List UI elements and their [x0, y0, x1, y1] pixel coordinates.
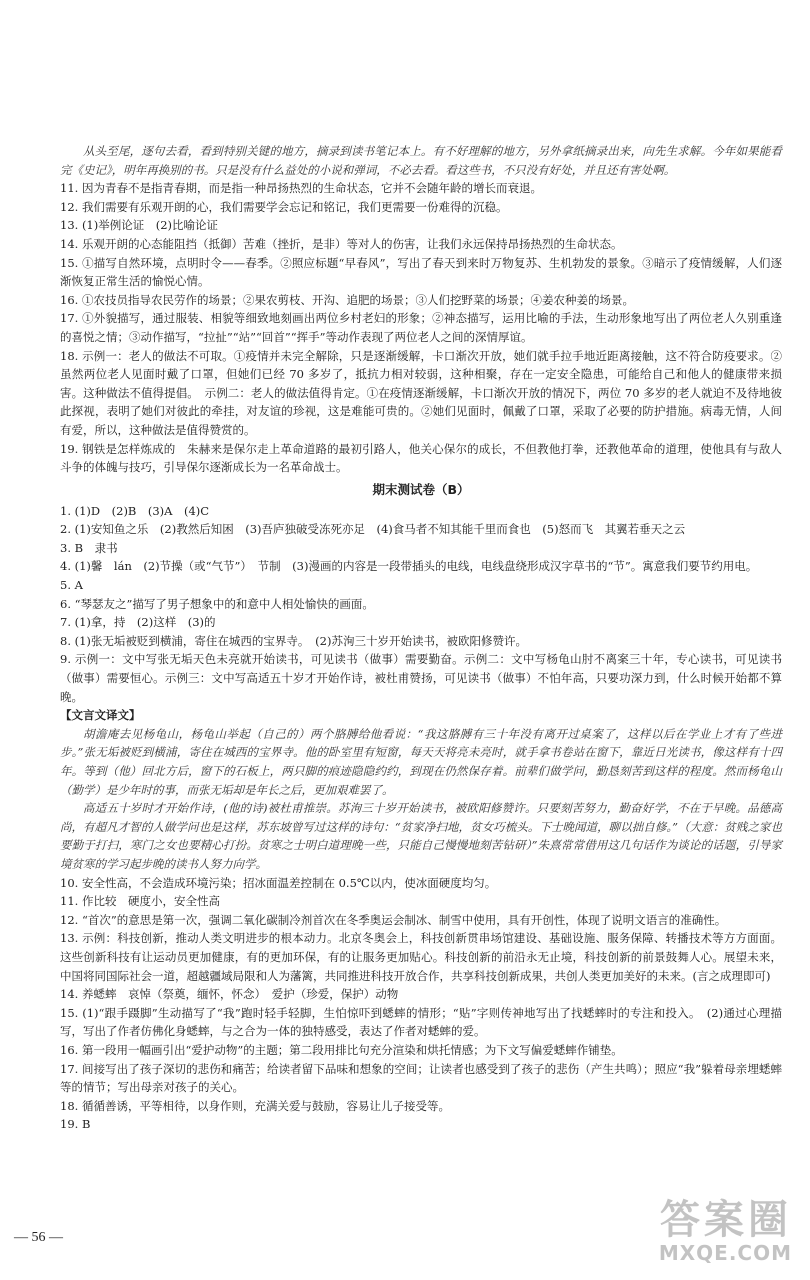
answer-b-19: 19. B	[60, 1117, 91, 1132]
answer-b-4: 4. (1)馨 lán (2)节操（或“气节”） 节制 (3)漫画的内容是一段带插头的电线，电线盘绕形成汉字草书的“节”。寓意我们要节约用电。	[60, 559, 758, 574]
answer-b-15: 15. (1)“跟手蹑脚”生动描写了“我”跑时轻手轻脚，生怕惊吓到蟋蟀的情形；“贴”字则传神地写出了找蟋蟀时的专注和投入。 (2)通过心理描写，写出了作者仿佛化身蟋蟀，与之合为一体的独特感受，表达了作者对蟋蟀的爱。	[60, 1005, 782, 1039]
answer-11: 11. 因为青春不是指青春期，而是指一种昂扬热烈的生命状态，它并不会随年龄的增长而衰退。	[60, 181, 542, 196]
watermark-mark: 答案圈	[660, 1197, 792, 1243]
answer-12: 12. 我们需要有乐观开朗的心，我们需要学会忘记和铭记，我们更需要一份难得的沉稳。	[60, 199, 508, 214]
watermark-url: MXQE.COM	[658, 1241, 792, 1265]
answer-b-12: 12. “首次”的意思是第一次，强调二氧化碳制冷剂首次在冬季奥运会制冰、制雪中使用，具有开创性，体现了说明文语言的准确性。	[60, 912, 727, 927]
answer-b-5: 5. A	[60, 578, 83, 593]
answer-18: 18. 示例一：老人的做法不可取。①疫情并未完全解除，只是逐渐缓解，卡口渐次开放，她们就手拉手地近距离接触，这不符合防疫要求。②虽然两位老人见面时戴了口罩，但她们已经 70 多岁了，抵抗力相对较弱，这种相聚，存在一定安全隐患，可能给自己和他人的健康带来损害。这种做法不值得提倡。 示例二：老人的做法值得肯定。①在疫情逐渐缓解，卡口渐次开放的情况下，两位 70 多岁的老人就迫不及待地彼此探视，表明了她们对彼此的牵挂，对友谊的珍视，这是难能可贵的。②她们见面时，佩戴了口罩，采取了必要的防护措施。病毒无情，人间有爱，所以，这种做法是值得赞赏的。	[60, 348, 782, 437]
watermark-logo	[642, 1198, 792, 1266]
top-answers	[60, 142, 782, 477]
answer-b-16: 16. 第一段用一幅画引出“爱护动物”的主题；第二段用排比句充分渲染和烘托情感；为下文写偏爱蟋蟀作铺垫。	[60, 1042, 623, 1057]
answer-b-2: 2. (1)安知鱼之乐 (2)教然后知困 (3)吾庐独破受冻死亦足 (4)食马者不知其能千里而食也 (5)怒而飞 其翼若垂天之云	[60, 522, 686, 537]
answer-b-3: 3. B 隶书	[60, 540, 118, 555]
answer-b-18: 18. 循循善诱，平等相待，以身作则，充满关爱与鼓励，容易让儿子接受等。	[60, 1098, 450, 1113]
answer-16: 16. ①农技员指导农民劳作的场景；②果农剪枝、开沟、追肥的场景；③人们挖野菜的场景；④姜农种姜的场景。	[60, 292, 634, 307]
answer-page	[60, 142, 782, 1134]
answer-15: 15. ①描写自然环境，点明时令——春季。②照应标题“早春风”，写出了春天到来时万物复苏、生机勃发的景象。③暗示了疫情缓解，人们逐渐恢复正常生活的愉悦心情。	[60, 255, 782, 289]
translation-heading: 【文言文译文】	[60, 708, 141, 723]
answer-b-1: 1. (1)D (2)B (3)A (4)C	[60, 503, 210, 518]
translation-paragraph: 胡澹庵去见杨龟山，杨龟山举起（自己的）两个胳膊给他看说：“我这胳膊有三十年没有离开过桌案了，这样以后在学业上才有了些进步。”张无垢被贬到横浦，寄住在城西的宝界寺。他的卧室里有短窗，每天天将亮未亮时，就手拿书卷站在窗下，靠近日光读书，像这样有十四年。等到（他）回北方后，窗下的石板上，两只脚的痕迹隐隐约约，到现在仍然保存着。前辈们做学问，勤恳刻苦到这样的程度。然而杨龟山（勤学）是少年时的事，而张无垢却是年长之后，更加艰难罢了。	[60, 726, 782, 797]
page-number: — 56 —	[14, 1230, 63, 1245]
answers-part-a	[60, 502, 782, 707]
answer-b-8: 8. (1)张无垢被贬到横浦，寄住在城西的宝界寺。 (2)苏洵三十岁开始读书，被欧阳修赞许。	[60, 633, 527, 648]
answer-19: 19. 钢铁是怎样炼成的 朱赫来是保尔走上革命道路的最初引路人，他关心保尔的成长，不但教他打拳，还教他革命的道理，使他具有与敌人斗争的体魄与技巧，引导保尔逐渐成长为一名革命战士。	[60, 441, 782, 475]
answer-14: 14. 乐观开朗的心态能阻挡（抵御）苦难（挫折，是非）等对人的伤害，让我们永远保持昂扬热烈的生命状态。	[60, 236, 623, 251]
answer-b-17: 17. 间接写出了孩子深切的悲伤和痛苦；给读者留下品味和想象的空间；让读者也感受到了孩子的悲伤（产生共鸣）；照应“我”躲着母亲埋蟋蟀等的情节；写出母亲对孩子的关心。	[60, 1061, 782, 1095]
answer-13: 13. (1)举例论证 (2)比喻论证	[60, 218, 219, 233]
answer-17: 17. ①外貌描写，通过服装、相貌等细致地刻画出两位乡村老妇的形象；②神态描写，运用比喻的手法，生动形象地写出了两位老人久别重逢的喜悦之情；③动作描写，“拉扯”“站”“回首”“挥手”等动作表现了两位老人之间的深情厚谊。	[60, 311, 782, 344]
section-title: 期末测试卷（B）	[372, 481, 470, 497]
answers-part-b	[60, 874, 782, 1134]
translation-paragraph: 高适五十岁时才开始作诗，(他的诗)被杜甫推崇。苏洵三十岁开始读书，被欧阳修赞许。只要刻苦努力，勤奋好学，不在于早晚。品德高尚，有超凡才智的人做学问也是这样，苏东坡曾写过这样的诗句：“贫家净扫地，贫女巧梳头。下士晚闻道，聊以拙自修。”（大意：贫贱之家也要勤于打扫，寒门之女也要精心打扮。贫寒之士明白道理晚一些，只能自己慢慢地刻苦钻研）”朱熹常常借用这几句话作为谈论的话题，引导家境贫寒的学习起步晚的读书人努力向学。	[60, 801, 782, 871]
answer-b-9: 9. 示例一：文中写张无垢天色未亮就开始读书，可见读书（做事）需要勤奋。示例二：文中写杨龟山肘不离案三十年，专心读书，可见读书（做事）需要恒心。示例三：文中写高适五十岁才开始作诗，被杜甫赞扬，可见读书（做事）不怕年高，只要功深力到，什么时候开始都不算晚。	[60, 652, 782, 704]
answer-b-6: 6. “琴瑟友之”描写了男子想象中的和意中人相处愉快的画面。	[60, 596, 374, 611]
answer-b-14: 14. 养蟋蟀 哀悼（祭奠，缅怀，怀念） 爱护（珍爱，保护）动物	[60, 987, 399, 1002]
answer-b-10: 10. 安全性高，不会造成环境污染；招冰面温差控制在 0.5℃以内，使冰面硬度均匀。	[60, 875, 497, 890]
answer-b-11: 11. 作比较 硬度小，安全性高	[60, 894, 220, 909]
answer-b-7: 7. (1)拿，持 (2)这样 (3)的	[60, 615, 216, 630]
answer-b-13: 13. 示例：科技创新，推动人类文明进步的根本动力。北京冬奥会上，科技创新贯串场馆建设、基础设施、服务保障、转播技术等方方面面。这些创新科技有让运动员更加健康，有的更加环保，有的让服务更加贴心。科技创新的前沿永无止境，科技创新的前景鼓舞人心。展望未来，中国将同国际社会一道，超越疆域局限和人为藩篱，共同推进科技开放合作，共享科技创新成果，共创人类更加美好的未来。(言之成理即可)	[60, 931, 782, 983]
classical-text-tail: 从头至尾，逐句去看，看到特别关键的地方，摘录到读书笔记本上。有不好理解的地方，另外拿纸摘录出来，向先生求解。今年如果能看完《史记》，明年再换别的书。只是没有什么益处的小说和弹词，不必去看。看这些书，不只没有好处，并且还有害处啊。	[60, 144, 782, 177]
